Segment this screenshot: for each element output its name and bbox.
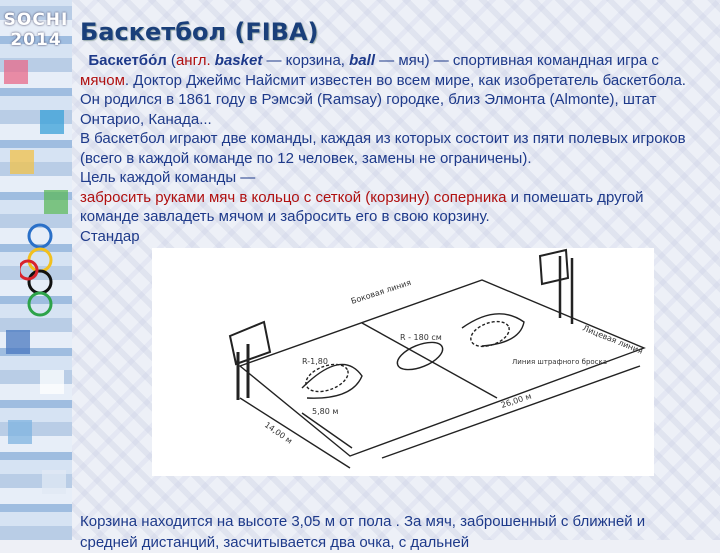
court-drawing — [152, 248, 654, 476]
sochi-logo — [3, 10, 69, 50]
label-endline: Боковая линия — [349, 277, 413, 306]
pattern-tile — [42, 470, 66, 494]
label-r180-center: R - 180 см — [400, 333, 442, 342]
pattern-tile — [4, 60, 28, 84]
term: Баскетбо́л — [88, 52, 167, 69]
right-free-throw-circle — [467, 317, 512, 351]
dimension-line-length — [382, 366, 640, 458]
label-sideline: Лицевая линия — [581, 323, 645, 356]
paragraph-basket-height: Корзина находится на высоте 3,05 м от пола . За мяч, заброшенный с ближней и средней дистанций, засчитывается два очка, с дальней — [80, 513, 646, 551]
ball-def: — мяч) — спортивная командная игра с — [374, 52, 659, 69]
pattern-tile — [40, 370, 64, 394]
pattern-tile — [8, 420, 32, 444]
paragraph-goal-lead: Цель каждой команды — — [80, 169, 256, 186]
slide-title: Баскетбол (FIBA) — [80, 18, 319, 46]
left-key — [302, 364, 362, 398]
right-key — [462, 314, 524, 346]
pattern-tile — [10, 150, 34, 174]
logo-line-1: SOCHI — [3, 10, 69, 30]
word-basket: basket — [214, 52, 263, 69]
basket-def: — корзина, — [262, 52, 350, 69]
paragraph-goal — [80, 188, 690, 227]
right-backboard — [540, 250, 568, 284]
label-2600: 26,00 м — [499, 391, 533, 410]
olympic-rings-icon — [20, 222, 60, 322]
label-free-throw: Линия штрафного броска — [512, 358, 608, 366]
logo-line-2: 2014 — [10, 30, 62, 50]
lang-link[interactable]: англ. — [175, 52, 211, 69]
pattern-tile — [6, 330, 30, 354]
paragraph-intro — [80, 51, 690, 129]
goal-link[interactable]: забросить руками мяч в кольцо с сеткой (корзину) соперника — [80, 188, 507, 206]
sochi-sidebar — [0, 0, 72, 540]
paren: ( — [166, 52, 176, 69]
ball-link[interactable]: мячом — [80, 71, 125, 89]
pattern-tile — [44, 190, 68, 214]
intro-rest: . Доктор Джеймс Найсмит известен во всем мире, как изобретатель баскетбола. Он родился в 1861 году в Рэмсэй (Ramsay) городке, близ Элмонта (Almonte), штат Онтарио, Канада... — [80, 71, 686, 128]
court-diagram — [152, 248, 654, 476]
label-580: 5,80 м — [312, 407, 339, 416]
paragraph-standard: Стандар — [80, 227, 140, 245]
label-r180-left: R-1,80 — [302, 357, 328, 366]
slide-body — [80, 51, 690, 246]
label-1400: 14,00 м — [262, 420, 294, 446]
pattern-tile — [40, 110, 64, 134]
paragraph-teams: В баскетбол играют две команды, каждая из которых состоит из пяти полевых игроков (всего в каждой команде по 12 человек, замены не ограничены). — [80, 130, 686, 167]
goal-rest: и помешать другой команде завладеть мячом и забросить его в свою корзину. — [80, 188, 644, 225]
word-ball: ball — [349, 52, 375, 69]
